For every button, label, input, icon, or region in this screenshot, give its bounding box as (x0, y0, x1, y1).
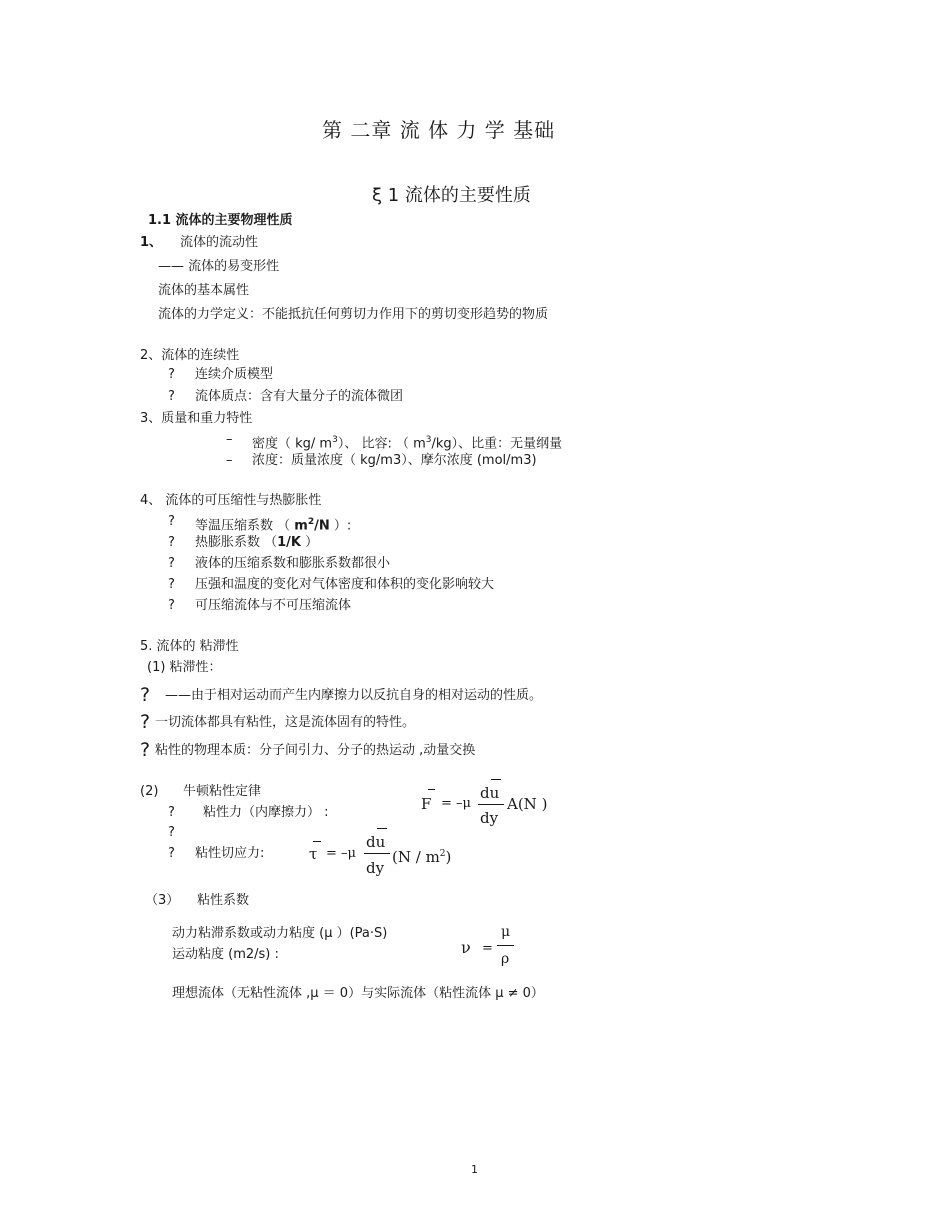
section-title: ξ 1 流体的主要性质 (372, 185, 531, 206)
viscosity-nature: 粘性的物理本质：分子间引力、分子的热运动 ,动量交换 (155, 743, 476, 758)
page-number: 1 (471, 1163, 478, 1176)
item4-bullet: 液体的压缩系数和膨胀系数都很小 (195, 556, 391, 571)
item2-bullet: 流体质点：含有大量分子的流体微团 (195, 389, 404, 404)
item3-title: 3、质量和重力特性 (140, 411, 253, 426)
item4-bullet: 可压缩流体与不可压缩流体 (195, 598, 352, 613)
bullet-mark: ? (168, 389, 175, 404)
bullet-mark: ? (168, 556, 175, 571)
dash-mark: – (226, 453, 233, 468)
bullet-mark: ? (140, 711, 151, 733)
bullet-mark: ? (168, 535, 175, 550)
item1-line: 流体的力学定义：不能抵抗任何剪切力作用下的剪切变形趋势的物质 (158, 307, 549, 322)
viscosity-fact: 一切流体都具有粘性，这是流体固有的特性。 (155, 715, 416, 730)
bullet-mark: ? (168, 805, 175, 820)
dynamic-viscosity-line: 动力粘滞系数或动力粘度 (μ ）(Pa·S) (172, 926, 388, 941)
thermal-coef-line: 热膨胀系数 （1/K ） (195, 535, 319, 550)
item2-bullet: 连续介质模型 (195, 367, 274, 382)
shear-stress-label: 粘性切应力: (195, 846, 265, 861)
item5-title: 5. 流体的 粘滞性 (140, 639, 239, 654)
item1-line: 流体的基本属性 (158, 283, 250, 298)
bullet-mark: ? (168, 846, 175, 861)
bullet-mark: ? (140, 684, 151, 706)
item1-line: —— 流体的易变形性 (158, 259, 280, 274)
chapter-title: 第 二章 流 体 力 学 基础 (322, 118, 556, 142)
bullet-mark: ? (140, 739, 151, 761)
bullet-mark: ? (168, 577, 175, 592)
dash-mark: – (226, 432, 233, 447)
viscous-force-label: 粘性力（内摩擦力） : (203, 805, 329, 820)
density-line: 密度（ kg/ $m^3$）、 比容: （ $m^3/kg$）、比重：无量纲量 (252, 435, 563, 452)
bullet-mark: ? (168, 514, 175, 529)
bullet-mark: ? (168, 825, 175, 840)
kinematic-viscosity-line: 运动粘度 (m2/s) : (172, 947, 279, 962)
viscosity-heading: (1) 粘滞性： (147, 660, 222, 675)
viscosity-coef-title: 粘性系数 (197, 893, 250, 908)
concentration-line: 浓度：质量浓度（ kg/m3）、摩尔浓度 (mol/m3) (252, 453, 537, 468)
bullet-mark: ? (168, 598, 175, 613)
newton-law-number: (2) (140, 784, 159, 799)
subsection-heading: 1.1 流体的主要物理性质 (148, 213, 293, 228)
bullet-mark: ? (168, 367, 175, 382)
item1-title: 流体的流动性 (180, 235, 259, 250)
item4-bullet: 压强和温度的变化对气体密度和体积的变化影响较大 (195, 577, 495, 592)
item4-title: 4、 流体的可压缩性与热膨胀性 (140, 493, 322, 508)
viscosity-definition: ——由于相对运动而产生内摩擦力以反抗自身的相对运动的性质。 (165, 688, 543, 703)
item2-title: 2、流体的连续性 (140, 348, 240, 363)
newton-law-title: 牛顿粘性定律 (183, 784, 262, 799)
compress-coef-line: 等温压缩系数 （ $m^2/N$ ）: (195, 517, 352, 534)
ideal-vs-real-fluid: 理想流体（无粘性流体 ,μ ＝ 0）与实际流体（粘性流体 μ ≠ 0） (172, 986, 544, 1001)
item1-number: 1、 (140, 235, 163, 250)
viscosity-coef-number: （3） (145, 893, 180, 908)
